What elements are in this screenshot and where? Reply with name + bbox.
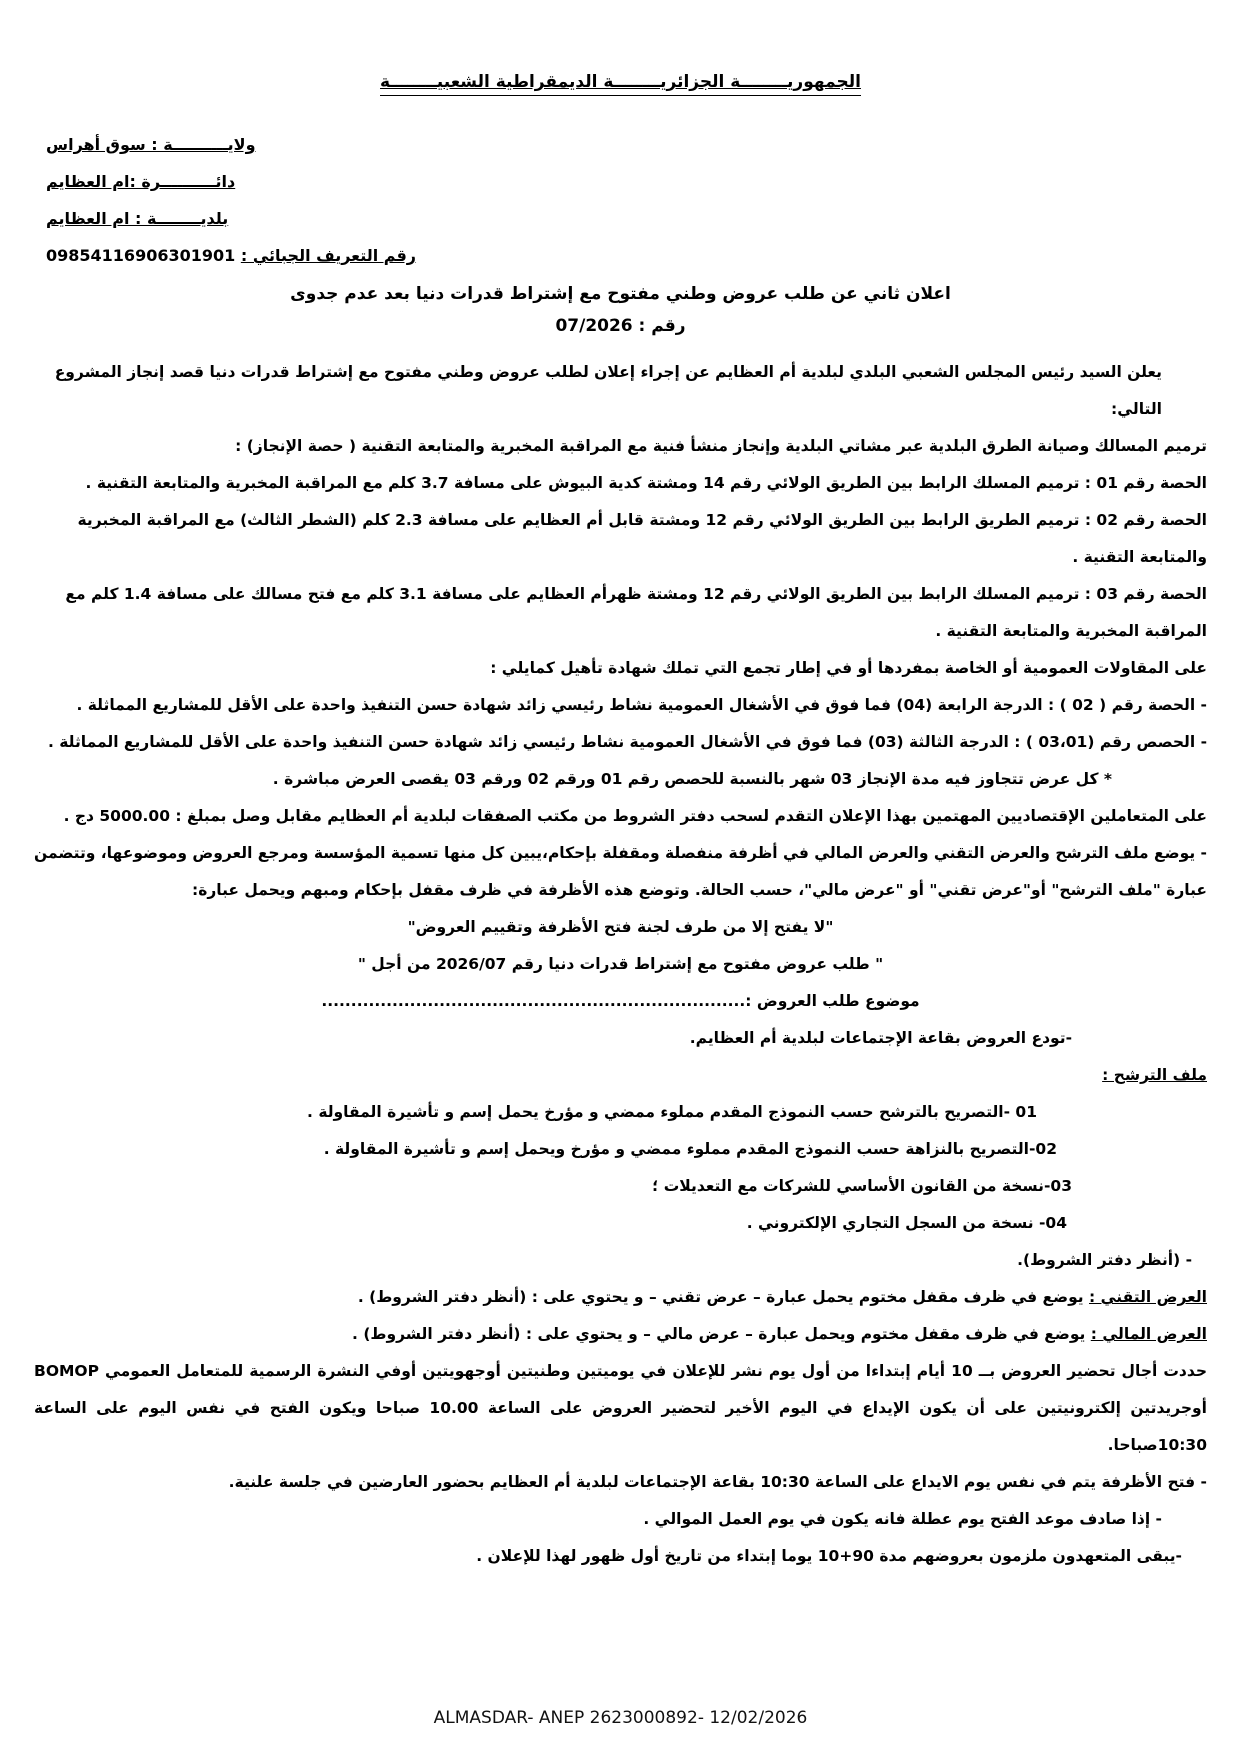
daira-line: دائــــــــــرة :ام العظايم [46,172,236,191]
qualification-intro: على المقاولات العمومية أو الخاصة بمفردها أو في إطار تجمع التي تملك شهادة تأهيل كمايلي : [490,659,1207,677]
deposit-place-note: -تودع العروض بقاعة الإجتماعات لبلدية أم العظايم. [689,1029,1072,1047]
announcement-number: رقم : 07/2026 [555,316,686,336]
authority-block [34,126,1207,274]
republic-header [34,72,1207,92]
specs-withdrawal-terms: على المتعاملين الإقتصاديين المهتمين بهذا الإعلان التقدم لسحب دفتر الشروط من مكتب الصفقات لبلدية أم العظايم مقابل وصل بمبلغ : 5000.00 دج . [63,807,1207,825]
financial-offer-line: العرض المالي : يوضع في ظرف مقفل مختوم ويحمل عبارة – عرض مالي – و يحتوي على : (أنظر دفتر الشروط) . [352,1325,1207,1343]
lot-01: الحصة رقم 01 : ترميم المسلك الرابط بين الطريق الولائي رقم 14 ومشتة كدية البيوش على مسافة 3.7 كلم مع المراقبة المخبرية والمتابعة التقنية . [85,474,1207,492]
tender-reference-quote: " طلب عروض مفتوح مع إشتراط قدرات دنيا رقم 2026/07 من أجل " [357,955,884,973]
anep-footer: ALMASDAR- ANEP 2623000892- 12/02/2026 [433,1708,808,1728]
preparation-period-note: حددت أجال تحضير العروض بــ 10 أيام إبتداءا من أول يوم نشر للإعلان في يوميتين وطنيتين أوجهويتين أوفي النشرة الرسمية للمتعامل العمومي BOMOP أوجريدتين إلكترونيتين على أن يكون الإيداع في اليوم الأخير لتحضير العروض على الساعة 10.00 صباحا ويكون الفتح في نفس اليوم على الساعة 10:30صباحا. [34,1362,1208,1454]
lot-02: الحصة رقم 02 : ترميم الطريق الرابط بين الطريق الولائي رقم 12 ومشتة قابل أم العظايم على مسافة 2.3 كلم (الشطر الثالث) مع المراقبة المخبرية والمتابعة التقنية . [77,511,1207,566]
announcement-title-line1: اعلان ثاني عن طلب عروض وطني مفتوح مع إشتراط قدرات دنيا بعد عدم جدوى [290,284,951,304]
announcement-body [34,354,1207,1575]
tax-id-value: 09854116906301901 [46,246,236,265]
tax-id-line [46,237,1207,274]
see-specifications-note: - (أنظر دفتر الشروط). [1017,1251,1192,1269]
candidacy-item-03: 03-نسخة من القانون الأساسي للشركات مع التعديلات ؛ [652,1177,1072,1195]
project-description: ترميم المسالك وصيانة الطرق البلدية عبر مشاتي البلدية وإنجاز منشأ فنية مع المراقبة المخبرية والمتابعة التقنية ( حصة الإنجاز) : [235,437,1207,455]
technical-offer-line: العرض التقني : يوضع في ظرف مقفل مختوم يحمل عبارة – عرض تقني – و يحتوي على : (أنظر دفتر الشروط) . [357,1288,1207,1306]
tax-id-label: رقم التعريف الجبائي : [240,246,417,265]
outer-envelope-quote: "لا يفتح إلا من طرف لجنة فتح الأظرفة وتقييم العروض" [407,918,834,936]
lot-03: الحصة رقم 03 : ترميم المسلك الرابط بين الطريق الولائي رقم 12 ومشتة ظهرأم العظايم على مسافة 3.1 كلم مع فتح مسالك على مسافة 1.4 كلم مع المراقبة المخبرية والمتابعة التقنية . [65,585,1207,640]
offer-validity-note: -يبقى المتعهدون ملزمون بعروضهم مدة 90+10 يوما إبتداء من تاريخ أول ظهور لهذا للإعلان . [476,1547,1182,1565]
tender-subject-line: موضوع طلب العروض :........................................................................ [321,992,920,1010]
candidacy-file-heading: ملف الترشح : [1102,1066,1207,1084]
deadline-exclusion-note: * كل عرض تتجاوز فيه مدة الإنجاز 03 شهر بالنسبة للحصص رقم 01 ورقم 02 ورقم 03 يقصى العرض مباشرة . [272,770,1112,788]
qualification-lot-02: - الحصة رقم ( 02 ) : الدرجة الرابعة (04) فما فوق في الأشغال العمومية نشاط رئيسي زائد شهادة حسن التنفيذ واحدة على الأقل للمشاريع المماثلة . [76,696,1207,714]
opening-session-note: - فتح الأظرفة يتم في نفس يوم الايداع على الساعة 10:30 بقاعة الإجتماعات لبلدية أم العظايم بحضور العارضين في جلسة علنية. [228,1473,1207,1491]
candidacy-item-01: 01 -التصريح بالترشح حسب النموذج المقدم مملوء ممضي و مؤرخ يحمل إسم و تأشيرة المقاولة . [307,1103,1037,1121]
qualification-lots-01-03: - الحصص رقم (03،01 ) : الدرجة الثالثة (03) فما فوق في الأشغال العمومية نشاط رئيسي زائد شهادة حسن التنفيذ واحدة على الأقل للمشاريع المماثلة . [47,733,1207,751]
candidacy-item-02: 02-التصريح بالنزاهة حسب النموذج المقدم مملوء ممضي و مؤرخ ويحمل إسم و تأشيرة المقاولة . [323,1140,1057,1158]
candidacy-item-04: 04- نسخة من السجل التجاري الإلكتروني . [746,1214,1067,1232]
announce-intro: يعلن السيد رئيس المجلس الشعبي البلدي لبلدية أم العظايم عن إجراء إعلان لطلب عروض وطني مفتوح مع إشتراط قدرات دنيا قصد إنجاز المشروع التالي: [54,363,1162,418]
wilaya-line: ولايــــــــــة : سوق أهراس [46,135,256,154]
commune-line: بلديــــــــة : ام العظايم [46,209,229,228]
announcement-title [34,278,1207,342]
holiday-note: - إذا صادف موعد الفتح يوم عطلة فانه يكون في يوم العمل الموالي . [643,1510,1162,1528]
envelopes-instructions: - يوضع ملف الترشح والعرض التقني والعرض المالي في أظرفة منفصلة ومقفلة بإحكام،يبين كل منها تسمية المؤسسة ومرجع العروض وموضوعها، وتتضمن عبارة "ملف الترشح" أو"عرض تقني" أو "عرض مالي"، حسب الحالة. وتوضع هذه الأظرفة في ظرف مقفل بإحكام ومبهم ويحمل عبارة: [34,844,1207,899]
republic-header-text: الجمهوريــــــــة الجزائريــــــــة الديمقراطية الشعبيــــــــة [380,72,861,96]
